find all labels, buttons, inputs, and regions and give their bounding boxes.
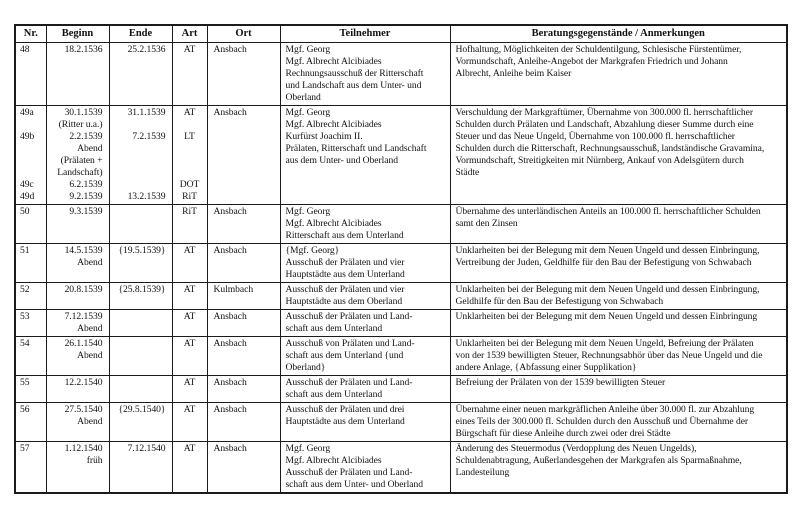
cell-line: Ansbach bbox=[213, 206, 247, 217]
cell-teilnehmer bbox=[280, 43, 450, 106]
cell-line: Abend bbox=[77, 350, 103, 361]
cell-line: AT bbox=[183, 44, 196, 55]
cell-ende bbox=[109, 337, 172, 376]
cell-nr bbox=[15, 106, 46, 205]
cell-teilnehmer bbox=[280, 403, 450, 442]
cell-line: RiT bbox=[182, 191, 197, 202]
cell-beginn bbox=[46, 442, 109, 494]
cell-line: schaft aus dem Unterland {und bbox=[285, 350, 404, 361]
column-header-art: Art bbox=[172, 25, 207, 43]
cell-line: Mgf. Georg bbox=[285, 44, 331, 55]
cell-teilnehmer bbox=[280, 337, 450, 376]
cell-line: Schulden durch Prälaten und Landschaft, Abzahlung dieser Summe durch eine bbox=[455, 119, 754, 130]
cell-line: 55 bbox=[20, 377, 30, 388]
cell-ende bbox=[109, 403, 172, 442]
cell-line: und Landschaft aus dem Unter- und bbox=[285, 80, 422, 91]
cell-nr bbox=[15, 337, 46, 376]
cell-art bbox=[172, 337, 207, 376]
cell-beratung bbox=[450, 376, 787, 403]
cell-teilnehmer bbox=[280, 442, 450, 494]
cell-line: Ausschuß der Prälaten und drei bbox=[285, 404, 405, 415]
cell-ort bbox=[207, 205, 280, 244]
cell-nr bbox=[15, 376, 46, 403]
cell-line: 14.5.1539 bbox=[64, 245, 103, 256]
cell-line: 48 bbox=[20, 44, 30, 55]
cell-line: 53 bbox=[20, 311, 30, 322]
cell-nr bbox=[15, 283, 46, 310]
cell-line: Städte bbox=[455, 167, 480, 178]
cell-line: Ausschuß der Prälaten und Land- bbox=[285, 467, 413, 478]
cell-line: {19.5.1539} bbox=[118, 245, 166, 256]
cell-teilnehmer bbox=[280, 376, 450, 403]
cell-art bbox=[172, 43, 207, 106]
cell-beginn bbox=[46, 283, 109, 310]
cell-line: 20.8.1539 bbox=[64, 284, 103, 295]
cell-nr bbox=[15, 403, 46, 442]
cell-line: Oberland} bbox=[285, 362, 326, 373]
cell-line: RiT bbox=[182, 206, 197, 217]
cell-line: Abend bbox=[77, 323, 103, 334]
cell-line: Unklarheiten bei der Belegung mit dem Neuen Ungeld und dessen Einbringung, bbox=[455, 245, 760, 256]
cell-beginn bbox=[46, 337, 109, 376]
cell-line: Vertreibung der Juden, Geldhilfe für den Bau der Befestigung von Schwabach bbox=[455, 257, 752, 268]
column-header-teilnehmer: Teilnehmer bbox=[280, 25, 450, 43]
cell-ort bbox=[207, 244, 280, 283]
cell-line: 7.12.1539 bbox=[64, 311, 103, 322]
cell-ort bbox=[207, 442, 280, 494]
cell-line bbox=[113, 155, 166, 167]
cell-line: Landesteilung bbox=[455, 467, 510, 478]
cell-line: 54 bbox=[20, 338, 30, 349]
cell-line bbox=[20, 143, 43, 155]
cell-line: Schulden durch die Ritterschaft, Rechnungsausschuß, landständische Gravamina, bbox=[455, 143, 765, 154]
cell-art bbox=[172, 442, 207, 494]
cell-line bbox=[20, 167, 43, 179]
cell-line: AT bbox=[183, 338, 196, 349]
cell-line bbox=[113, 179, 166, 191]
table-body bbox=[15, 43, 787, 494]
column-header-beratung: Beratungsgegenstände / Anmerkungen bbox=[450, 25, 787, 43]
cell-beginn bbox=[46, 205, 109, 244]
cell-line: Übernahme einer neuen markgräflichen Anleihe über 30.000 fl. zur Abzahlung bbox=[455, 404, 755, 415]
cell-line bbox=[456, 230, 784, 242]
cell-line: 51 bbox=[20, 245, 30, 256]
cell-ort bbox=[207, 283, 280, 310]
cell-line: Ansbach bbox=[213, 404, 247, 415]
cell-line: (Ritter u.a.) bbox=[58, 119, 103, 130]
cell-line: Schuldenabtragung, Außerlandesgehen der Markgrafen als Sparmaßnahme, bbox=[455, 455, 742, 466]
cell-art bbox=[172, 310, 207, 337]
table-row bbox=[15, 205, 787, 244]
cell-line: Mgf. Albrecht Alcibiades bbox=[285, 56, 382, 67]
cell-ende bbox=[109, 376, 172, 403]
column-header-beginn: Beginn bbox=[46, 25, 109, 43]
cell-line: 52 bbox=[20, 284, 30, 295]
cell-ort bbox=[207, 337, 280, 376]
cell-line: DOT bbox=[179, 179, 200, 190]
cell-ort bbox=[207, 106, 280, 205]
cell-teilnehmer bbox=[280, 310, 450, 337]
cell-line bbox=[176, 143, 204, 155]
cell-line: 9.2.1539 bbox=[69, 191, 103, 202]
cell-line: schaft aus dem Unterland bbox=[285, 389, 383, 400]
cell-line: 7.2.1539 bbox=[132, 131, 166, 142]
cell-line: schaft aus dem Unterland bbox=[285, 323, 383, 334]
table-row bbox=[15, 244, 787, 283]
cell-ende bbox=[109, 106, 172, 205]
cell-line: Ausschuß von Prälaten und Land- bbox=[285, 338, 415, 349]
cell-line: Ansbach bbox=[213, 44, 247, 55]
cell-line: 49b bbox=[20, 131, 35, 142]
cell-art bbox=[172, 205, 207, 244]
cell-line: Übernahme des unterländischen Anteils an 100.000 fl. herrschaftlicher Schulden bbox=[455, 206, 761, 217]
cell-line: Mgf. Albrecht Alcibiades bbox=[285, 119, 382, 130]
cell-line: 26.1.1540 bbox=[64, 338, 103, 349]
cell-line: 7.12.1540 bbox=[127, 443, 166, 454]
cell-line: 12.2.1540 bbox=[64, 377, 103, 388]
cell-line: Abend bbox=[77, 416, 103, 427]
cell-line bbox=[20, 155, 43, 167]
table-row bbox=[15, 442, 787, 494]
cell-line: Ausschuß der Prälaten und Land- bbox=[285, 311, 413, 322]
table-row bbox=[15, 283, 787, 310]
cell-line: Ausschuß der Prälaten und vier bbox=[285, 257, 405, 268]
cell-line: 27.5.1540 bbox=[64, 404, 103, 415]
cell-line: Befreiung der Prälaten von der 1539 bewilligten Steuer bbox=[455, 377, 666, 388]
cell-line: Landschaft) bbox=[57, 167, 103, 178]
cell-line: 25.2.1536 bbox=[127, 44, 166, 55]
cell-art bbox=[172, 403, 207, 442]
cell-line: 56 bbox=[20, 404, 30, 415]
cell-line: Rechnungsausschuß der Ritterschaft bbox=[285, 68, 424, 79]
table-row bbox=[15, 403, 787, 442]
cell-line: Ansbach bbox=[213, 107, 247, 118]
cell-line: Bürgschaft für diese Anleihe durch zwei oder drei Städte bbox=[455, 428, 671, 439]
cell-line bbox=[113, 119, 166, 131]
cell-nr bbox=[15, 244, 46, 283]
cell-ende bbox=[109, 442, 172, 494]
cell-beratung bbox=[450, 205, 787, 244]
cell-line: AT bbox=[183, 245, 196, 256]
cell-teilnehmer bbox=[280, 244, 450, 283]
cell-line: 57 bbox=[20, 443, 30, 454]
cell-nr bbox=[15, 43, 46, 106]
table-header bbox=[15, 25, 787, 43]
cell-line: 13.2.1539 bbox=[127, 191, 166, 202]
cell-line: Ausschuß der Prälaten und Land- bbox=[285, 377, 413, 388]
cell-line: Mgf. Georg bbox=[285, 107, 331, 118]
cell-line: 31.1.1539 bbox=[127, 107, 166, 118]
cell-ende bbox=[109, 310, 172, 337]
cell-beginn bbox=[46, 376, 109, 403]
header-row bbox=[15, 25, 787, 43]
cell-beginn bbox=[46, 244, 109, 283]
cell-line: andere Anlage, {Abfassung einer Supplikation} bbox=[455, 362, 637, 373]
cell-line: AT bbox=[183, 377, 196, 388]
cell-line: 49d bbox=[20, 191, 35, 202]
cell-line bbox=[20, 119, 43, 131]
cell-line: Prälaten, Ritterschaft und Landschaft bbox=[285, 143, 427, 154]
cell-line bbox=[176, 155, 204, 167]
cell-art bbox=[172, 376, 207, 403]
column-header-ort: Ort bbox=[207, 25, 280, 43]
cell-line: Änderung des Steuermodus (Verdopplung des Neuen Ungelds), bbox=[455, 443, 697, 454]
cell-line: samt den Zinsen bbox=[455, 218, 518, 229]
cell-beginn bbox=[46, 310, 109, 337]
cell-line: Abend bbox=[77, 143, 103, 154]
cell-line: AT bbox=[183, 404, 196, 415]
cell-line: Vormundschaft, Streitigkeiten mit Nürnberg, Ankauf von Adelsgütern durch bbox=[455, 155, 744, 166]
cell-line: Hauptstädte aus dem Oberland bbox=[285, 296, 403, 307]
cell-beratung bbox=[450, 244, 787, 283]
cell-line: (Prälaten + bbox=[60, 155, 103, 166]
cell-line: Unklarheiten bei der Belegung mit dem Neuen Ungeld und dessen Einbringung, bbox=[455, 284, 760, 295]
cell-line: Mgf. Georg bbox=[285, 443, 331, 454]
cell-ort bbox=[207, 43, 280, 106]
cell-line: schaft aus dem Unter- und Oberland bbox=[285, 479, 423, 490]
cell-line: Steuer und das Neue Ungeld, Übernahme von 100.000 fl. herrschaftlicher bbox=[455, 131, 735, 142]
cell-ort bbox=[207, 310, 280, 337]
cell-beratung bbox=[450, 442, 787, 494]
cell-line: Mgf. Albrecht Alcibiades bbox=[285, 455, 382, 466]
cell-line: Kurfürst Joachim II. bbox=[285, 131, 363, 142]
cell-line: Oberland bbox=[285, 92, 321, 103]
column-header-nr: Nr. bbox=[15, 25, 46, 43]
cell-ende bbox=[109, 205, 172, 244]
cell-line: Vormundschaft, Anleihe-Angebot der Markgrafen Friedrich und Johann bbox=[455, 56, 728, 67]
cell-nr bbox=[15, 442, 46, 494]
cell-line: Ansbach bbox=[213, 338, 247, 349]
cell-line: Unklarheiten bei der Belegung mit dem Neuen Ungeld, Befreiung der Prälaten bbox=[455, 338, 754, 349]
cell-beratung bbox=[450, 403, 787, 442]
cell-beratung bbox=[450, 283, 787, 310]
cell-line: Mgf. Georg bbox=[285, 206, 331, 217]
cell-line: Mgf. Albrecht Alcibiades bbox=[285, 218, 382, 229]
cell-ende bbox=[109, 43, 172, 106]
cell-beginn bbox=[46, 106, 109, 205]
cell-line: {25.8.1539} bbox=[118, 284, 166, 295]
cell-line: Geldhilfe für den Bau der Befestigung von Schwabach bbox=[455, 296, 664, 307]
cell-line bbox=[113, 143, 166, 155]
cell-art bbox=[172, 244, 207, 283]
cell-line: Kulmbach bbox=[213, 284, 254, 295]
cell-line: Hofhaltung, Möglichkeiten der Schuldentilgung, Schlesische Fürstentümer, bbox=[455, 44, 742, 55]
cell-line: AT bbox=[183, 311, 196, 322]
cell-line: Abend bbox=[77, 257, 103, 268]
cell-line bbox=[176, 167, 204, 179]
cell-beginn bbox=[46, 403, 109, 442]
table-row bbox=[15, 43, 787, 106]
cell-art bbox=[172, 106, 207, 205]
cell-teilnehmer bbox=[280, 283, 450, 310]
cell-line: Ansbach bbox=[213, 443, 247, 454]
cell-line: 2.2.1539 bbox=[69, 131, 103, 142]
cell-ort bbox=[207, 376, 280, 403]
cell-beratung bbox=[450, 106, 787, 205]
cell-line bbox=[176, 119, 204, 131]
cell-beratung bbox=[450, 43, 787, 106]
cell-line: 30.1.1539 bbox=[64, 107, 103, 118]
cell-line: Unklarheiten bei der Belegung mit dem Neuen Ungeld und dessen Einbringung bbox=[455, 311, 758, 322]
cell-beratung bbox=[450, 337, 787, 376]
cell-ende bbox=[109, 283, 172, 310]
cell-line: AT bbox=[183, 107, 196, 118]
cell-line: 49a bbox=[20, 107, 34, 118]
cell-nr bbox=[15, 310, 46, 337]
cell-line: Ansbach bbox=[213, 377, 247, 388]
cell-line: von der 1539 bewilligten Steuer, Rechnungsabhör über das Neue Ungeld und die bbox=[455, 350, 763, 361]
cell-line: eines Teils der 300.000 fl. Schulden durch den Ausschuß und Übernahme der bbox=[455, 416, 749, 427]
cell-line: Ansbach bbox=[213, 311, 247, 322]
table-row bbox=[15, 106, 787, 205]
table-row bbox=[15, 376, 787, 403]
column-header-ende: Ende bbox=[109, 25, 172, 43]
cell-line bbox=[113, 167, 166, 179]
cell-beginn bbox=[46, 43, 109, 106]
cell-art bbox=[172, 283, 207, 310]
cell-line: Ritterschaft aus dem Unterland bbox=[285, 230, 404, 241]
cell-ende bbox=[109, 244, 172, 283]
cell-line: 9.3.1539 bbox=[69, 206, 103, 217]
cell-line: Hauptstädte aus dem Unterland bbox=[285, 416, 405, 427]
cell-line: AT bbox=[183, 284, 196, 295]
cell-line: LT bbox=[184, 131, 195, 142]
cell-line: 18.2.1536 bbox=[64, 44, 103, 55]
cell-line: aus dem Unter- und Oberland bbox=[285, 155, 398, 166]
cell-beratung bbox=[450, 310, 787, 337]
cell-nr bbox=[15, 205, 46, 244]
cell-line: 1.12.1540 bbox=[64, 443, 103, 454]
cell-line: {29.5.1540} bbox=[118, 404, 166, 415]
cell-line: {Mgf. Georg} bbox=[285, 245, 340, 256]
table-row bbox=[15, 310, 787, 337]
cell-line: AT bbox=[183, 443, 196, 454]
cell-line: Ansbach bbox=[213, 245, 247, 256]
cell-ort bbox=[207, 403, 280, 442]
cell-line: Albrecht, Anleihe beim Kaiser bbox=[455, 68, 572, 79]
cell-teilnehmer bbox=[280, 205, 450, 244]
cell-line: 6.2.1539 bbox=[69, 179, 103, 190]
cell-line: 49c bbox=[20, 179, 34, 190]
cell-line: 50 bbox=[20, 206, 30, 217]
cell-line: Verschuldung der Markgraftümer, Übernahme von 300.000 fl. herrschaftlicher bbox=[455, 107, 753, 118]
table-row bbox=[15, 337, 787, 376]
cell-line: früh bbox=[86, 455, 103, 466]
cell-teilnehmer bbox=[280, 106, 450, 205]
cell-line: Ausschuß der Prälaten und vier bbox=[285, 284, 405, 295]
meetings-table bbox=[14, 24, 788, 494]
cell-line: Hauptstädte aus dem Unterland bbox=[285, 269, 405, 280]
